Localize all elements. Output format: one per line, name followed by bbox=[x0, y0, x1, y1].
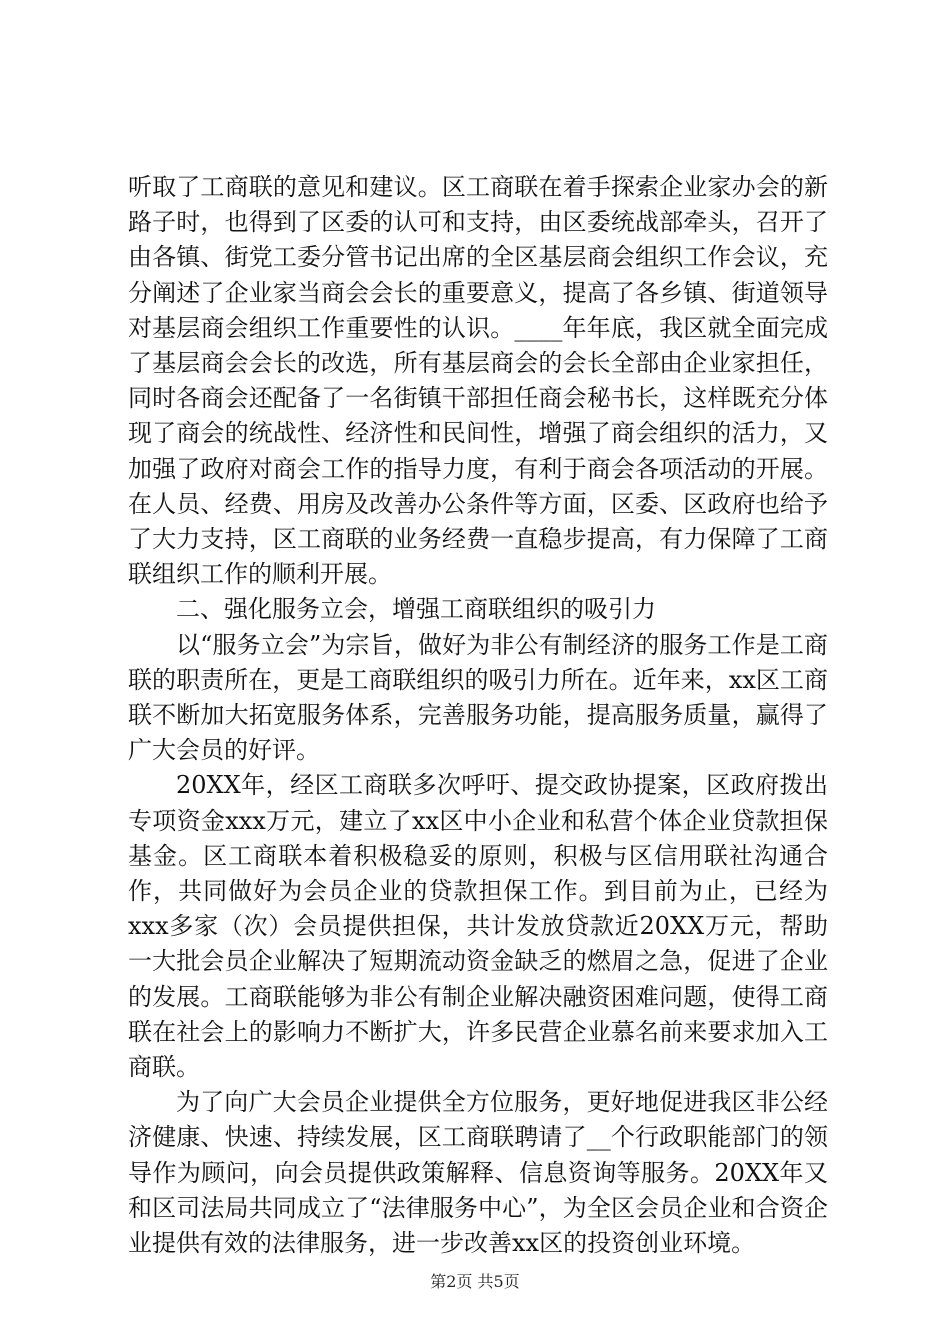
paragraph: 以“服务立会”为宗旨，做好为非公有制经济的服务工作是工商联的职责所在，更是工商联组织的吸引力所在。近年来，xx区工商联不断加大拓宽服务体系，完善服务功能，提高服务质量，赢得了广大会员的好评。 bbox=[128, 630, 828, 765]
document-body bbox=[128, 170, 828, 1261]
paragraph: 20XX年，经区工商联多次呼吁、提交政协提案，区政府拨出专项资金xxx万元，建立了xx区中小企业和私营个体企业贷款担保基金。区工商联本着积极稳妥的原则，积极与区信用联社沟通合作，共同做好为会员企业的贷款担保工作。到目前为止，已经为xxx多家（次）会员提供担保，共计发放贷款近20XX万元，帮助一大批会员企业解决了短期流动资金缺乏的燃眉之急，促进了企业的发展。工商联能够为非公有制企业解决融资困难问题，使得工商联在社会上的影响力不断扩大，许多民营企业慕名前来要求加入工商联。 bbox=[128, 771, 828, 1082]
section-heading: 二、强化服务立会，增强工商联组织的吸引力 bbox=[176, 595, 656, 624]
paragraph-continuation: 听取了工商联的意见和建议。区工商联在着手探索企业家办会的新路子时，也得到了区委的认可和支持，由区委统战部牵头，召开了由各镇、街党工委分管书记出席的全区基层商会组织工作会议，充分阐述了企业家当商会会长的重要意义，提高了各乡镇、街道领导对基层商会组织工作重要性的认识。____年年底，我区就全面完成了基层商会会长的改选，所有基层商会的会长全部由企业家担任，同时各商会还配备了一名街镇干部担任商会秘书长，这样既充分体现了商会的统战性、经济性和民间性，增强了商会组织的活力，又加强了政府对商会工作的指导力度，有利于商会各项活动的开展。在人员、经费、用房及改善办公条件等方面，区委、区政府也给予了大力支持，区工商联的业务经费一直稳步提高，有力保障了工商联组织工作的顺利开展。 bbox=[128, 173, 828, 589]
page-number-footer: 第2页 共5页 bbox=[430, 1272, 520, 1291]
paragraph: 为了向广大会员企业提供全方位服务，更好地促进我区非公经济健康、快速、持续发展，区工商联聘请了__个行政职能部门的领导作为顾问，向会员提供政策解释、信息资询等服务。20XX年又和区司法局共同成立了“法律服务中心”，为全区会员企业和合资企业提供有效的法律服务，进一步改善xx区的投资创业环境。 bbox=[128, 1088, 828, 1258]
